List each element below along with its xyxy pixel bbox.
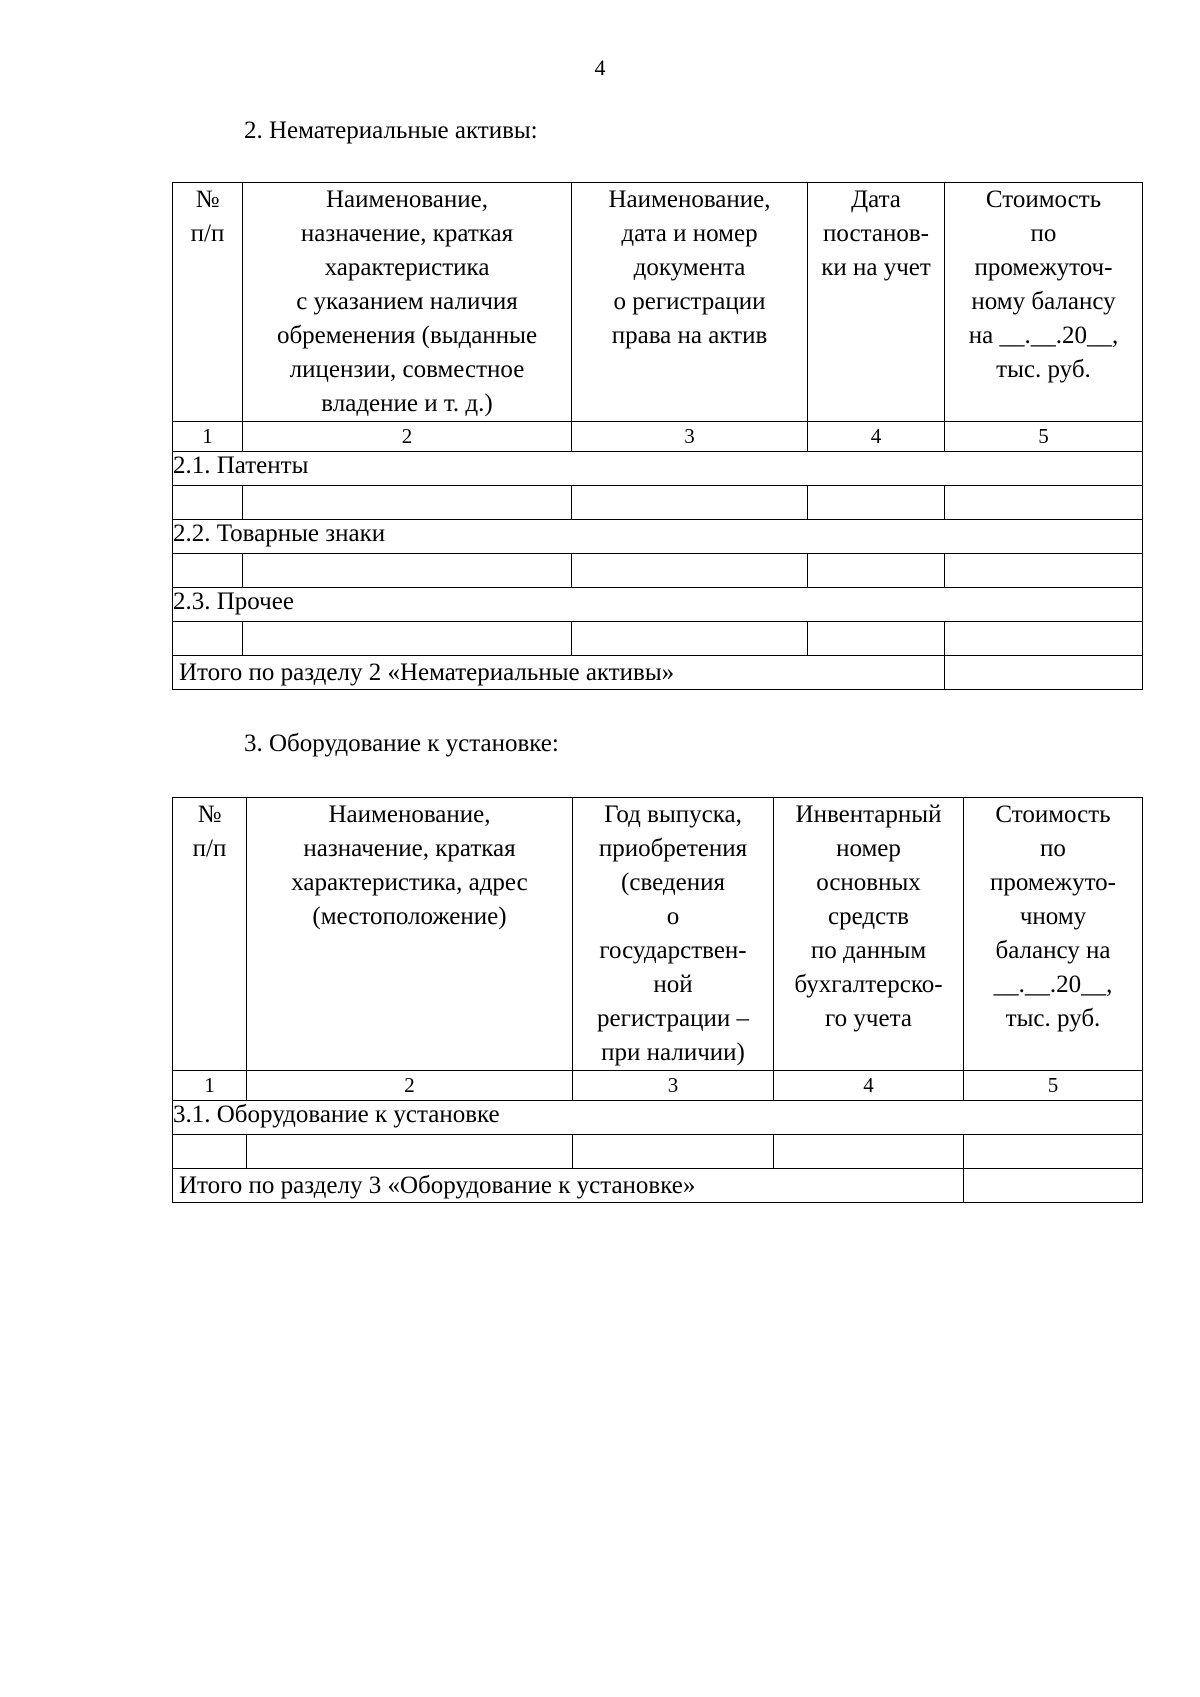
- header-line: чному: [1019, 903, 1087, 930]
- header-line: тыс. руб.: [996, 356, 1091, 383]
- header-line: №: [197, 801, 222, 828]
- table-cell[interactable]: [173, 1135, 247, 1169]
- page-number: 4: [594, 55, 606, 80]
- column-number: 4: [808, 422, 945, 452]
- column-number: 2: [243, 422, 572, 452]
- column-number: 3: [573, 1071, 774, 1101]
- subsection-other: 2.3. Прочее: [173, 588, 1143, 622]
- total-label: Итого по разделу 3 «Оборудование к установке»: [173, 1169, 964, 1203]
- header-line: назначение, краткая: [303, 835, 516, 862]
- header-cell: [243, 183, 572, 422]
- header-line: лицензии, совместное: [289, 356, 525, 383]
- header-line: __.__.20__,: [993, 971, 1113, 998]
- total-value-cell[interactable]: [945, 656, 1143, 690]
- subsection-row: [173, 588, 1143, 622]
- header-line: с указанием наличия: [296, 288, 518, 315]
- header-line: (местоположение): [312, 903, 507, 930]
- table-header-row: [173, 798, 1143, 1071]
- header-line: постанов-: [823, 220, 929, 247]
- header-line: о регистрации: [613, 288, 766, 315]
- header-line: номер: [836, 835, 901, 862]
- header-line: Стоимость: [985, 186, 1102, 213]
- header-line: обременения (выданные: [276, 322, 538, 349]
- table-row: [173, 486, 1143, 520]
- table-cell[interactable]: [173, 554, 243, 588]
- column-number: 5: [945, 422, 1143, 452]
- header-line: Наименование,: [328, 801, 491, 828]
- column-number: 1: [173, 1071, 247, 1101]
- table-cell[interactable]: [173, 622, 243, 656]
- header-line: владение и т. д.): [321, 390, 493, 417]
- header-line: при наличии): [601, 1039, 745, 1066]
- table-cell[interactable]: [572, 622, 808, 656]
- table-cell[interactable]: [808, 486, 945, 520]
- header-line: средств: [828, 903, 909, 930]
- header-line: Дата: [851, 186, 901, 213]
- table-cell[interactable]: [243, 554, 572, 588]
- header-line: промежуточ-: [974, 254, 1113, 281]
- table-cell[interactable]: [808, 622, 945, 656]
- table-row: [173, 622, 1143, 656]
- header-line: промежуто-: [989, 869, 1116, 896]
- header-cell: [572, 183, 808, 422]
- subsection-row: [173, 452, 1143, 486]
- table-row: [173, 1135, 1143, 1169]
- table-row: [173, 554, 1143, 588]
- header-cell: [964, 798, 1143, 1071]
- header-line: ки на учет: [821, 254, 931, 281]
- header-line: дата и номер: [621, 220, 758, 247]
- header-line: бухгалтерско-: [794, 971, 943, 998]
- table-cell[interactable]: [247, 1135, 573, 1169]
- column-number: 5: [964, 1071, 1143, 1101]
- header-line: приобретения: [598, 835, 748, 862]
- column-number-row: [173, 1071, 1143, 1101]
- header-cell: [573, 798, 774, 1071]
- header-line: назначение, краткая: [300, 220, 514, 247]
- header-line: регистрации –: [596, 1005, 750, 1032]
- header-line: государствен-: [599, 937, 747, 964]
- header-line: Стоимость: [995, 801, 1111, 828]
- header-line: Наименование,: [326, 186, 488, 213]
- table-cell[interactable]: [243, 622, 572, 656]
- header-line: по данным: [810, 937, 927, 964]
- header-line: (сведения: [621, 869, 725, 896]
- table-cell[interactable]: [243, 486, 572, 520]
- header-line: о: [666, 903, 680, 930]
- subsection-row: [173, 520, 1143, 554]
- table-cell[interactable]: [573, 1135, 774, 1169]
- table-cell[interactable]: [572, 554, 808, 588]
- table-cell[interactable]: [945, 486, 1143, 520]
- total-row: [173, 1169, 1143, 1203]
- table-cell[interactable]: [572, 486, 808, 520]
- table-cell[interactable]: [964, 1135, 1143, 1169]
- table-cell[interactable]: [808, 554, 945, 588]
- header-line: ному балансу: [971, 288, 1116, 315]
- header-line: Инвентарный: [795, 801, 942, 828]
- subsection-patents: 2.1. Патенты: [173, 452, 1143, 486]
- header-line: права на актив: [611, 322, 768, 349]
- equipment-table: [172, 797, 1143, 1203]
- table-cell[interactable]: [774, 1135, 964, 1169]
- header-line: характеристика: [324, 254, 490, 281]
- column-number: 2: [247, 1071, 573, 1101]
- total-label: Итого по разделу 2 «Нематериальные активы»: [173, 656, 945, 690]
- column-number: 3: [572, 422, 808, 452]
- header-cell: [173, 798, 247, 1071]
- subsection-trademarks: 2.2. Товарные знаки: [173, 520, 1143, 554]
- header-line: ной: [653, 971, 693, 998]
- header-cell: [808, 183, 945, 422]
- header-line: характеристика, адрес: [291, 869, 528, 896]
- header-line: п/п: [192, 835, 227, 862]
- header-line: по: [1030, 220, 1057, 247]
- header-line: на __.__.20__,: [968, 322, 1119, 349]
- header-line: №: [195, 186, 220, 213]
- header-cell: [173, 183, 243, 422]
- header-line: п/п: [190, 220, 225, 247]
- section-2-title: 2. Нематериальные активы:: [244, 117, 538, 144]
- table-header-row: [173, 183, 1143, 422]
- header-line: документа: [633, 254, 746, 281]
- column-number: 4: [774, 1071, 964, 1101]
- header-cell: [945, 183, 1143, 422]
- table-cell[interactable]: [945, 622, 1143, 656]
- section-3-title: 3. Оборудование к установке:: [244, 730, 559, 757]
- header-line: Год выпуска,: [604, 801, 742, 828]
- header-line: Наименование,: [608, 186, 771, 213]
- total-value-cell[interactable]: [964, 1169, 1143, 1203]
- column-number: 1: [173, 422, 243, 452]
- header-line: го учета: [825, 1005, 912, 1032]
- header-cell: [247, 798, 573, 1071]
- header-line: основных: [816, 869, 921, 896]
- intangible-assets-table: [172, 182, 1143, 690]
- header-line: по: [1040, 835, 1066, 862]
- column-number-row: [173, 422, 1143, 452]
- header-cell: [774, 798, 964, 1071]
- table-cell[interactable]: [173, 486, 243, 520]
- total-row: [173, 656, 1143, 690]
- subsection-row: [173, 1101, 1143, 1135]
- header-line: тыс. руб.: [1005, 1005, 1101, 1032]
- header-line: балансу на: [995, 937, 1111, 964]
- table-cell[interactable]: [945, 554, 1143, 588]
- subsection-equipment: 3.1. Оборудование к установке: [173, 1101, 1143, 1135]
